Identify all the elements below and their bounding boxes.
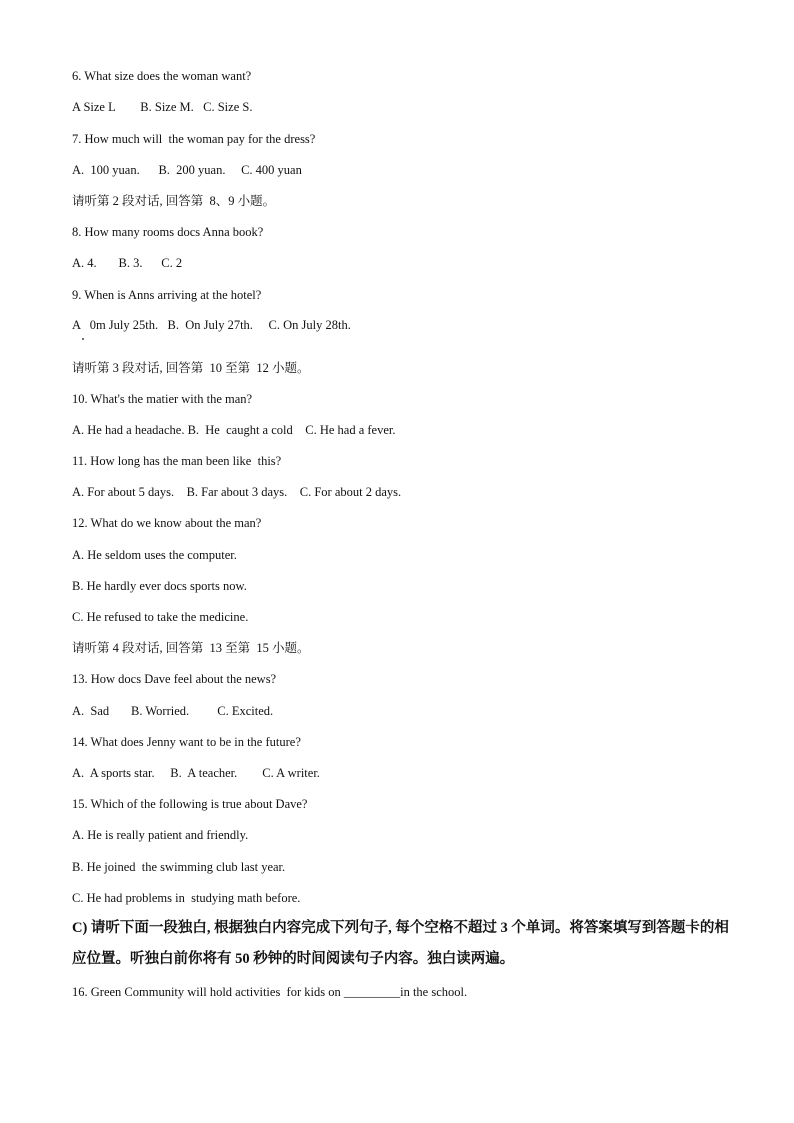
question-13: 13. How docs Dave feel about the news? bbox=[72, 672, 277, 686]
question-12-option-b: B. He hardly ever docs sports now. bbox=[72, 579, 247, 593]
question-6-options: A Size L B. Size M. C. Size S. bbox=[72, 100, 253, 114]
question-9-options: A 0m July 25th. B. On July 27th. C. On July 28th. bbox=[72, 318, 351, 332]
section-c-instruction: C) 请听下面一段独白, 根据独白内容完成下列句子, 每个空格不超过 3 个单词。将答案填写到答题卡的相应位置。听独白前你将有 50 秒钟的时间阅读句子内容。独白读两遍。 bbox=[72, 920, 729, 967]
question-7: 7. How much will the woman pay for the dress? bbox=[72, 132, 316, 146]
question-15-option-c: C. He had problems in studying math before. bbox=[72, 891, 301, 905]
stray-dot bbox=[82, 338, 84, 340]
question-10-options: A. He had a headache. B. He caught a cold C. He had a fever. bbox=[72, 423, 396, 437]
question-16: 16. Green Community will hold activities for kids on _________in the school. bbox=[72, 985, 468, 999]
question-8: 8. How many rooms docs Anna book? bbox=[72, 225, 264, 239]
question-15-option-b: B. He joined the swimming club last year. bbox=[72, 860, 286, 874]
question-11-options: A. For about 5 days. B. Far about 3 days. C. For about 2 days. bbox=[72, 485, 402, 499]
instruction-dialogue-2: 请听第 2 段对话, 回答第 8、9 小题。 bbox=[72, 194, 276, 208]
question-12-option-c: C. He refused to take the medicine. bbox=[72, 610, 249, 624]
question-9: 9. When is Anns arriving at the hotel? bbox=[72, 288, 262, 302]
question-14-options: A. A sports star. B. A teacher. C. A writer. bbox=[72, 766, 320, 780]
instruction-dialogue-4: 请听第 4 段对话, 回答第 13 至第 15 小题。 bbox=[72, 641, 310, 655]
question-14: 14. What does Jenny want to be in the future? bbox=[72, 735, 301, 749]
question-8-options: A. 4. B. 3. C. 2 bbox=[72, 256, 183, 270]
instruction-dialogue-3: 请听第 3 段对话, 回答第 10 至第 12 小题。 bbox=[72, 361, 310, 375]
question-15: 15. Which of the following is true about Dave? bbox=[72, 797, 308, 811]
question-11: 11. How long has the man been like this? bbox=[72, 454, 282, 468]
question-7-options: A. 100 yuan. B. 200 yuan. C. 400 yuan bbox=[72, 163, 302, 177]
question-10: 10. What's the matier with the man? bbox=[72, 392, 253, 406]
question-6: 6. What size does the woman want? bbox=[72, 69, 252, 83]
question-15-option-a: A. He is really patient and friendly. bbox=[72, 828, 249, 842]
question-12-option-a: A. He seldom uses the computer. bbox=[72, 548, 237, 562]
question-12: 12. What do we know about the man? bbox=[72, 516, 262, 530]
question-13-options: A. Sad B. Worried. C. Excited. bbox=[72, 704, 274, 718]
